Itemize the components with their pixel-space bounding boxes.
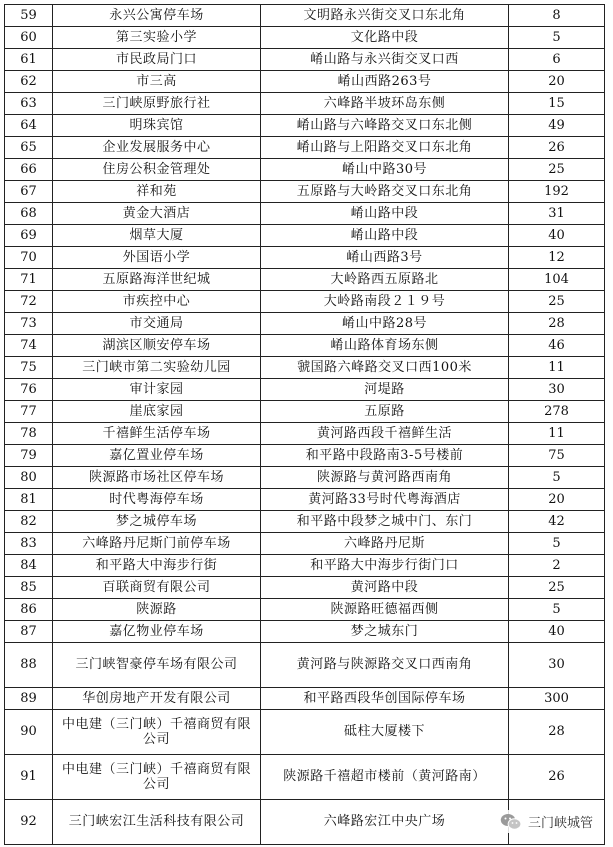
table-row — [5, 401, 605, 423]
table-row — [5, 379, 605, 401]
location-cell: 和平路大中海步行街门口 — [261, 555, 509, 577]
spaces-cell: 26 — [509, 137, 605, 159]
parking-lot-table — [4, 4, 605, 845]
location-cell: 黄河路33号时代粤海酒店 — [261, 489, 509, 511]
location-cell: 崤山路与上阳路交叉口东北角 — [261, 137, 509, 159]
location-cell: 六峰路丹尼斯 — [261, 533, 509, 555]
spaces-cell: 20 — [509, 71, 605, 93]
index-cell: 64 — [5, 115, 53, 137]
wechat-icon — [500, 813, 522, 831]
name-cell: 时代粤海停车场 — [53, 489, 261, 511]
spaces-cell: 25 — [509, 577, 605, 599]
location-cell: 崤山路中段 — [261, 225, 509, 247]
index-cell: 77 — [5, 401, 53, 423]
table-row — [5, 755, 605, 800]
name-cell: 烟草大厦 — [53, 225, 261, 247]
location-cell: 崤山路体育场东侧 — [261, 335, 509, 357]
table-row — [5, 445, 605, 467]
watermark-text: 三门峡城管 — [527, 816, 593, 831]
table-row — [5, 599, 605, 621]
table-row — [5, 511, 605, 533]
index-cell: 75 — [5, 357, 53, 379]
name-cell: 企业发展服务中心 — [53, 137, 261, 159]
table-row — [5, 247, 605, 269]
name-cell: 明珠宾馆 — [53, 115, 261, 137]
table-row — [5, 291, 605, 313]
name-cell: 湖滨区顺安停车场 — [53, 335, 261, 357]
name-cell: 嘉亿物业停车场 — [53, 621, 261, 643]
index-cell: 87 — [5, 621, 53, 643]
name-cell: 百联商贸有限公司 — [53, 577, 261, 599]
index-cell: 61 — [5, 49, 53, 71]
name-cell: 五原路海洋世纪城 — [53, 269, 261, 291]
name-cell: 黄金大酒店 — [53, 203, 261, 225]
watermark — [496, 810, 597, 833]
spaces-cell: 31 — [509, 203, 605, 225]
index-cell: 62 — [5, 71, 53, 93]
spaces-cell: 300 — [509, 688, 605, 710]
name-cell: 梦之城停车场 — [53, 511, 261, 533]
name-cell: 市三高 — [53, 71, 261, 93]
index-cell: 73 — [5, 313, 53, 335]
spaces-cell: 11 — [509, 423, 605, 445]
location-cell: 和平路中段路南3-5号楼前 — [261, 445, 509, 467]
name-cell: 第三实验小学 — [53, 27, 261, 49]
spaces-cell: 40 — [509, 621, 605, 643]
index-cell: 82 — [5, 511, 53, 533]
name-cell: 中电建（三门峡）千禧商贸有限公司 — [53, 710, 261, 755]
table-row — [5, 643, 605, 688]
location-cell: 和平路中段梦之城中门、东门 — [261, 511, 509, 533]
name-cell: 华创房地产开发有限公司 — [53, 688, 261, 710]
index-cell: 74 — [5, 335, 53, 357]
table-body — [5, 5, 605, 845]
spaces-cell: 25 — [509, 291, 605, 313]
index-cell: 67 — [5, 181, 53, 203]
index-cell: 60 — [5, 27, 53, 49]
name-cell: 三门峡原野旅行社 — [53, 93, 261, 115]
location-cell: 六峰路半坡环岛东侧 — [261, 93, 509, 115]
location-cell: 梦之城东门 — [261, 621, 509, 643]
index-cell: 92 — [5, 800, 53, 845]
name-cell: 外国语小学 — [53, 247, 261, 269]
index-cell: 72 — [5, 291, 53, 313]
location-cell: 大岭路南段２１９号 — [261, 291, 509, 313]
spaces-cell: 30 — [509, 643, 605, 688]
location-cell: 和平路西段华创国际停车场 — [261, 688, 509, 710]
location-cell: 虢国路六峰路交叉口西100米 — [261, 357, 509, 379]
name-cell: 永兴公寓停车场 — [53, 5, 261, 27]
index-cell: 89 — [5, 688, 53, 710]
name-cell: 崖底家园 — [53, 401, 261, 423]
index-cell: 65 — [5, 137, 53, 159]
table-row — [5, 313, 605, 335]
name-cell: 市疾控中心 — [53, 291, 261, 313]
name-cell: 三门峡市第二实验幼儿园 — [53, 357, 261, 379]
location-cell: 五原路与大岭路交叉口东北角 — [261, 181, 509, 203]
index-cell: 84 — [5, 555, 53, 577]
spaces-cell: 2 — [509, 555, 605, 577]
spaces-cell: 8 — [509, 5, 605, 27]
table-row — [5, 27, 605, 49]
spaces-cell: 49 — [509, 115, 605, 137]
index-cell: 78 — [5, 423, 53, 445]
table-row — [5, 710, 605, 755]
table-row — [5, 269, 605, 291]
spaces-cell: 15 — [509, 93, 605, 115]
spaces-cell: 5 — [509, 467, 605, 489]
index-cell: 69 — [5, 225, 53, 247]
location-cell: 崤山路中段 — [261, 203, 509, 225]
location-cell: 崤山路与六峰路交叉口东北侧 — [261, 115, 509, 137]
spaces-cell: 104 — [509, 269, 605, 291]
table-row — [5, 225, 605, 247]
index-cell: 79 — [5, 445, 53, 467]
index-cell: 68 — [5, 203, 53, 225]
location-cell: 崤山西路3号 — [261, 247, 509, 269]
index-cell: 66 — [5, 159, 53, 181]
index-cell: 91 — [5, 755, 53, 800]
name-cell: 祥和苑 — [53, 181, 261, 203]
table-row — [5, 181, 605, 203]
spaces-cell: 11 — [509, 357, 605, 379]
table-row — [5, 577, 605, 599]
spaces-cell: 40 — [509, 225, 605, 247]
name-cell: 中电建（三门峡）千禧商贸有限公司 — [53, 755, 261, 800]
name-cell: 陕源路市场社区停车场 — [53, 467, 261, 489]
table-row — [5, 335, 605, 357]
name-cell: 审计家园 — [53, 379, 261, 401]
location-cell: 崤山西路263号 — [261, 71, 509, 93]
name-cell: 千禧鲜生活停车场 — [53, 423, 261, 445]
name-cell: 三门峡宏江生活科技有限公司 — [53, 800, 261, 845]
name-cell: 陕源路 — [53, 599, 261, 621]
name-cell: 住房公积金管理处 — [53, 159, 261, 181]
spaces-cell: 278 — [509, 401, 605, 423]
location-cell: 黄河路与陕源路交叉口西南角 — [261, 643, 509, 688]
location-cell: 五原路 — [261, 401, 509, 423]
index-cell: 71 — [5, 269, 53, 291]
spaces-cell: 46 — [509, 335, 605, 357]
table-row — [5, 621, 605, 643]
spaces-cell: 6 — [509, 49, 605, 71]
location-cell: 崤山中路30号 — [261, 159, 509, 181]
table-row — [5, 688, 605, 710]
location-cell: 崤山路与永兴街交叉口西 — [261, 49, 509, 71]
index-cell: 85 — [5, 577, 53, 599]
table-row — [5, 5, 605, 27]
index-cell: 88 — [5, 643, 53, 688]
index-cell: 83 — [5, 533, 53, 555]
location-cell: 文化路中段 — [261, 27, 509, 49]
location-cell: 大岭路西五原路北 — [261, 269, 509, 291]
index-cell: 59 — [5, 5, 53, 27]
table-row — [5, 489, 605, 511]
spaces-cell: 26 — [509, 755, 605, 800]
spaces-cell: 12 — [509, 247, 605, 269]
spaces-cell: 5 — [509, 599, 605, 621]
spaces-cell: 192 — [509, 181, 605, 203]
table-row — [5, 423, 605, 445]
index-cell: 63 — [5, 93, 53, 115]
table-row — [5, 533, 605, 555]
table-row — [5, 159, 605, 181]
location-cell: 黄河路西段千禧鲜生活 — [261, 423, 509, 445]
spaces-cell: 5 — [509, 533, 605, 555]
table-row — [5, 357, 605, 379]
spaces-cell: 20 — [509, 489, 605, 511]
spaces-cell: 75 — [509, 445, 605, 467]
location-cell: 陕源路千禧超市楼前（黄河路南） — [261, 755, 509, 800]
table-row — [5, 203, 605, 225]
table-row — [5, 49, 605, 71]
table-row — [5, 555, 605, 577]
index-cell: 76 — [5, 379, 53, 401]
index-cell: 86 — [5, 599, 53, 621]
location-cell: 陕源路与黄河路西南角 — [261, 467, 509, 489]
table-row — [5, 93, 605, 115]
name-cell: 三门峡智豪停车场有限公司 — [53, 643, 261, 688]
spaces-cell: 42 — [509, 511, 605, 533]
spaces-cell: 25 — [509, 159, 605, 181]
location-cell: 崤山中路28号 — [261, 313, 509, 335]
spaces-cell: 30 — [509, 379, 605, 401]
location-cell: 六峰路宏江中央广场 — [261, 800, 509, 845]
name-cell: 嘉亿置业停车场 — [53, 445, 261, 467]
location-cell: 黄河路中段 — [261, 577, 509, 599]
location-cell: 砥柱大厦楼下 — [261, 710, 509, 755]
table-row — [5, 137, 605, 159]
name-cell: 市民政局门口 — [53, 49, 261, 71]
spaces-cell: 5 — [509, 27, 605, 49]
index-cell: 90 — [5, 710, 53, 755]
index-cell: 70 — [5, 247, 53, 269]
name-cell: 和平路大中海步行街 — [53, 555, 261, 577]
spaces-cell: 28 — [509, 313, 605, 335]
location-cell: 河堤路 — [261, 379, 509, 401]
spaces-cell: 28 — [509, 710, 605, 755]
table-row — [5, 71, 605, 93]
name-cell: 六峰路丹尼斯门前停车场 — [53, 533, 261, 555]
location-cell: 文明路永兴街交叉口东北角 — [261, 5, 509, 27]
table-row — [5, 467, 605, 489]
index-cell: 81 — [5, 489, 53, 511]
location-cell: 陕源路旺德福西侧 — [261, 599, 509, 621]
name-cell: 市交通局 — [53, 313, 261, 335]
table-row — [5, 115, 605, 137]
index-cell: 80 — [5, 467, 53, 489]
